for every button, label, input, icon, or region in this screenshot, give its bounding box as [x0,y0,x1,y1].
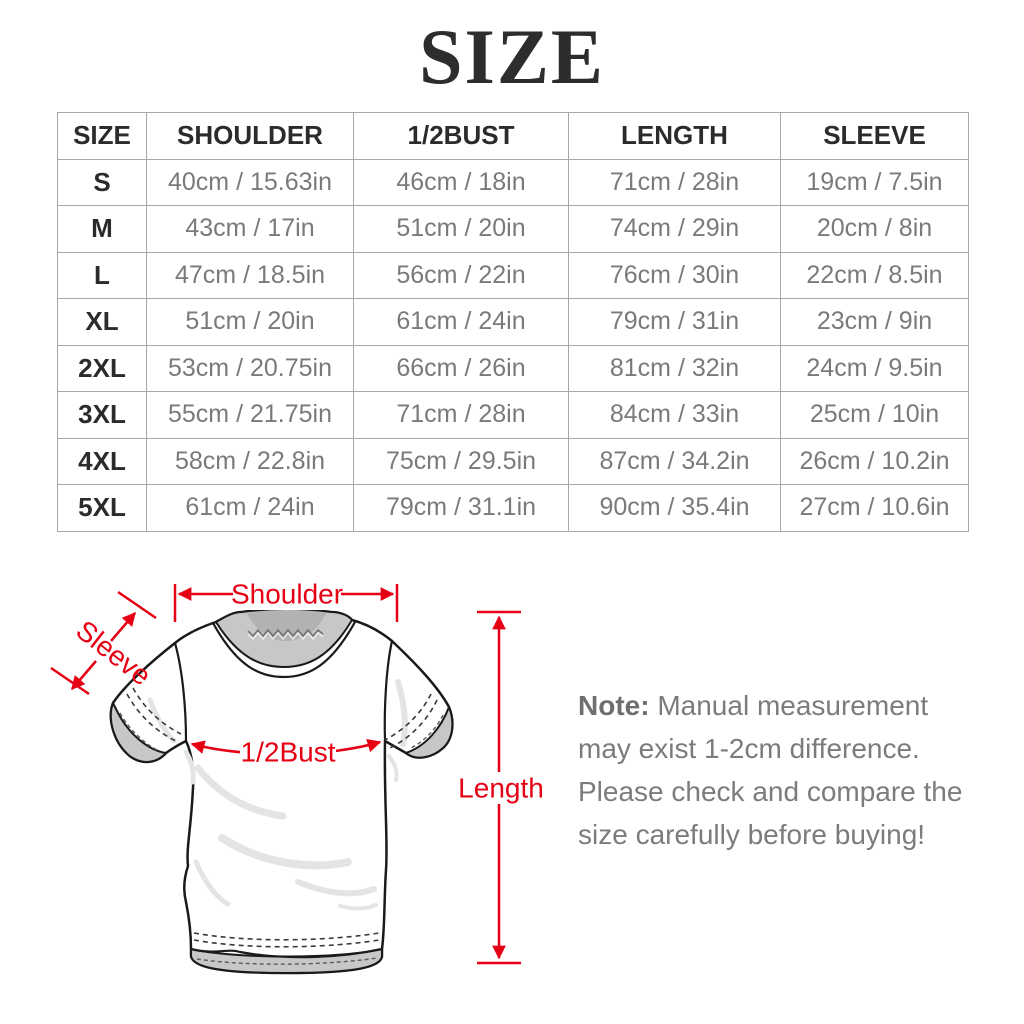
table-row [58,206,969,253]
tshirt-measurement-diagram [20,568,570,1024]
column-header: 1/2BUST [354,113,569,160]
measurement-cell: 51cm / 20in [147,299,354,346]
measurement-cell: 74cm / 29in [569,206,781,253]
shoulder-arrow-label: Shoulder [230,578,344,610]
size-label-cell: M [58,206,147,253]
measurement-cell: 71cm / 28in [569,159,781,206]
column-header: SLEEVE [781,113,969,160]
size-label-cell: L [58,252,147,299]
measurement-cell: 46cm / 18in [354,159,569,206]
note-text: Manual measurement may exist 1-2cm difference. Please check and compare the size carefully before buying! [578,690,963,850]
size-label-cell: XL [58,299,147,346]
measurement-cell: 53cm / 20.75in [147,345,354,392]
measurement-cell: 61cm / 24in [354,299,569,346]
measurement-cell: 75cm / 29.5in [354,438,569,485]
measurement-cell: 40cm / 15.63in [147,159,354,206]
table-row [58,299,969,346]
measurement-cell: 79cm / 31in [569,299,781,346]
table-row [58,159,969,206]
column-header: SHOULDER [147,113,354,160]
tshirt-drawing [111,609,452,973]
table-row [58,345,969,392]
column-header: LENGTH [569,113,781,160]
note-label: Note: [578,690,650,721]
measurement-cell: 71cm / 28in [354,392,569,439]
measurement-cell: 43cm / 17in [147,206,354,253]
sleeve-measure [51,592,157,694]
length-arrow-label: Length [458,772,544,804]
measurement-cell: 47cm / 18.5in [147,252,354,299]
measurement-cell: 66cm / 26in [354,345,569,392]
measurement-note [578,684,976,856]
table-row [58,438,969,485]
size-table [57,112,969,532]
bust-arrow-label: 1/2Bust [240,736,336,768]
size-label-cell: S [58,159,147,206]
length-measure [458,612,544,963]
measurement-cell: 23cm / 9in [781,299,969,346]
size-table-header [58,113,969,160]
table-row [58,485,969,532]
measurement-cell: 58cm / 22.8in [147,438,354,485]
measurement-cell: 56cm / 22in [354,252,569,299]
size-table-body [58,159,969,531]
measurement-cell: 22cm / 8.5in [781,252,969,299]
header-row [58,113,969,160]
measurement-cell: 55cm / 21.75in [147,392,354,439]
measurement-cell: 27cm / 10.6in [781,485,969,532]
sleeve-arrow-label: Sleeve [70,614,157,692]
table-row [58,252,969,299]
size-label-cell: 3XL [58,392,147,439]
measurement-cell: 90cm / 35.4in [569,485,781,532]
measurement-cell: 76cm / 30in [569,252,781,299]
measurement-cell: 20cm / 8in [781,206,969,253]
measurement-cell: 87cm / 34.2in [569,438,781,485]
measurement-cell: 24cm / 9.5in [781,345,969,392]
measurement-cell: 81cm / 32in [569,345,781,392]
size-label-cell: 5XL [58,485,147,532]
measurement-cell: 61cm / 24in [147,485,354,532]
measurement-cell: 51cm / 20in [354,206,569,253]
measurement-cell: 19cm / 7.5in [781,159,969,206]
size-label-cell: 4XL [58,438,147,485]
measurement-cell: 79cm / 31.1in [354,485,569,532]
measurement-cell: 84cm / 33in [569,392,781,439]
page-title: SIZE [419,13,605,100]
column-header: SIZE [58,113,147,160]
measurement-cell: 26cm / 10.2in [781,438,969,485]
measurement-cell: 25cm / 10in [781,392,969,439]
table-row [58,392,969,439]
size-label-cell: 2XL [58,345,147,392]
